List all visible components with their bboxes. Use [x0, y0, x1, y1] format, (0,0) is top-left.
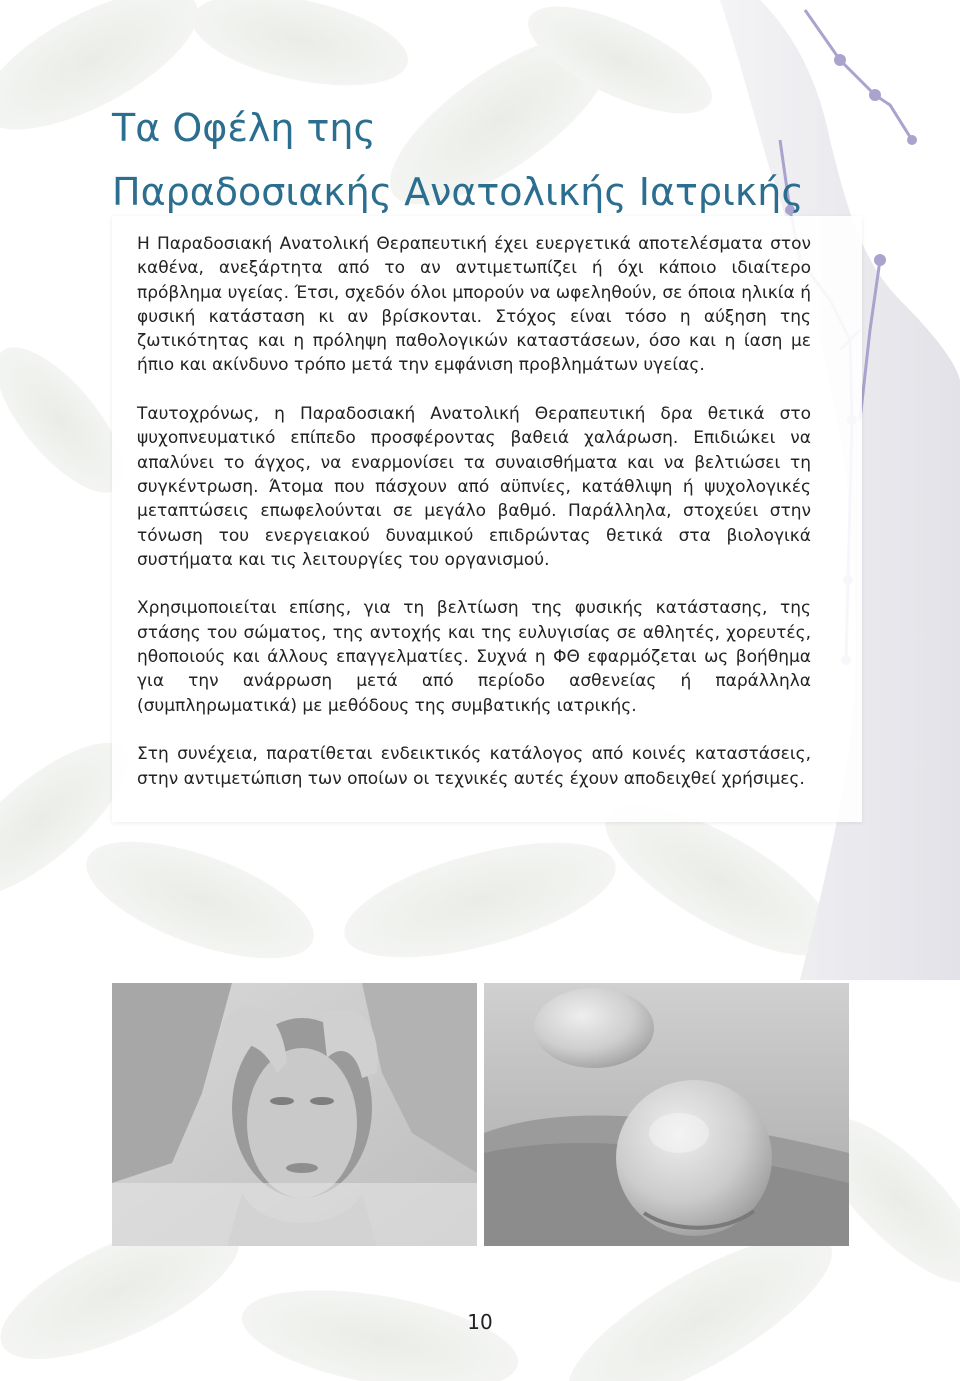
face-massage-photo [112, 983, 477, 1246]
paragraph-4: Στη συνέχεια, παρατίθεται ενδεικτικός κατάλογος από κοινές καταστάσεις, στην αντιμετώπιση των οποίων οι τεχνικές αυτές έχουν αποδειχθεί χρήσιμες. [137, 744, 811, 789]
title-line-2: Παραδοσιακής Ανατολικής Ιατρικής [112, 170, 804, 214]
body-text [137, 232, 811, 815]
paragraph-3: Χρησιμοποιείται επίσης, για τη βελτίωση της φυσικής κατάστασης, της στάσης του σώματος, της αντοχής και της ευλυγισίας σε αθλητές, χορευτές, ηθοποιούς και άλλους επαγγελματίες. Συχνά η ΦΘ εφαρμόζεται ως βοήθημα για την ανάρρωση μετά από περίοδο ασθενείας ή παράλληλα (συμπληρωματικά) με μεθόδους της συμβατικής ιατρικής. [137, 598, 811, 716]
paragraph-2: Ταυτοχρόνως, η Παραδοσιακή Ανατολική Θεραπευτική δρα θετικά στο ψυχοπνευματικό επίπεδο προσφέροντας βαθειά χαλάρωση. Επιδιώκει να απαλύνει το άγχος, να εναρμονίσει τα συναισθήματα και να βελτιώσει τη συγκέντρωση. Άτομα που πάσχουν από αϋπνίες, κατάθλιψη ή ψυχολογικές μεταπτώσεις επωφελούνται σε μεγάλο βαθμό. Παράλληλα, στοχεύει στην τόνωση του ενεργειακού δυναμικού επιδρώντας θετικά στα βιολογικά συστήματα και τις λειτουργίες του οργανισμού. [137, 404, 811, 570]
paragraph-1: Η Παραδοσιακή Ανατολική Θεραπευτική έχει ευεργετικά αποτελέσματα στον καθένα, ανεξάρτητα από το αν αντιμετωπίζει ή όχι κάποιο ιδιαίτερο πρόβλημα υγείας. Έτσι, σχεδόν όλοι μπορούν να ωφεληθούν, σε όποια ηλικία ή φυσική κατάσταση κι αν βρίσκονται. Στόχος είναι τόσο η αύξηση της ζωτικότητας και η πρόληψη παθολογικών καταστάσεων, όσο και η ίαση με ήπιο και ακίνδυνο τρόπο μετά την εμφάνιση προβλημάτων υγείας. [137, 234, 811, 376]
cupping-photo [484, 983, 849, 1246]
title-line-1: Τα Οφέλη της [112, 106, 376, 150]
page-title [112, 96, 804, 224]
page-number: 10 [467, 1310, 493, 1334]
